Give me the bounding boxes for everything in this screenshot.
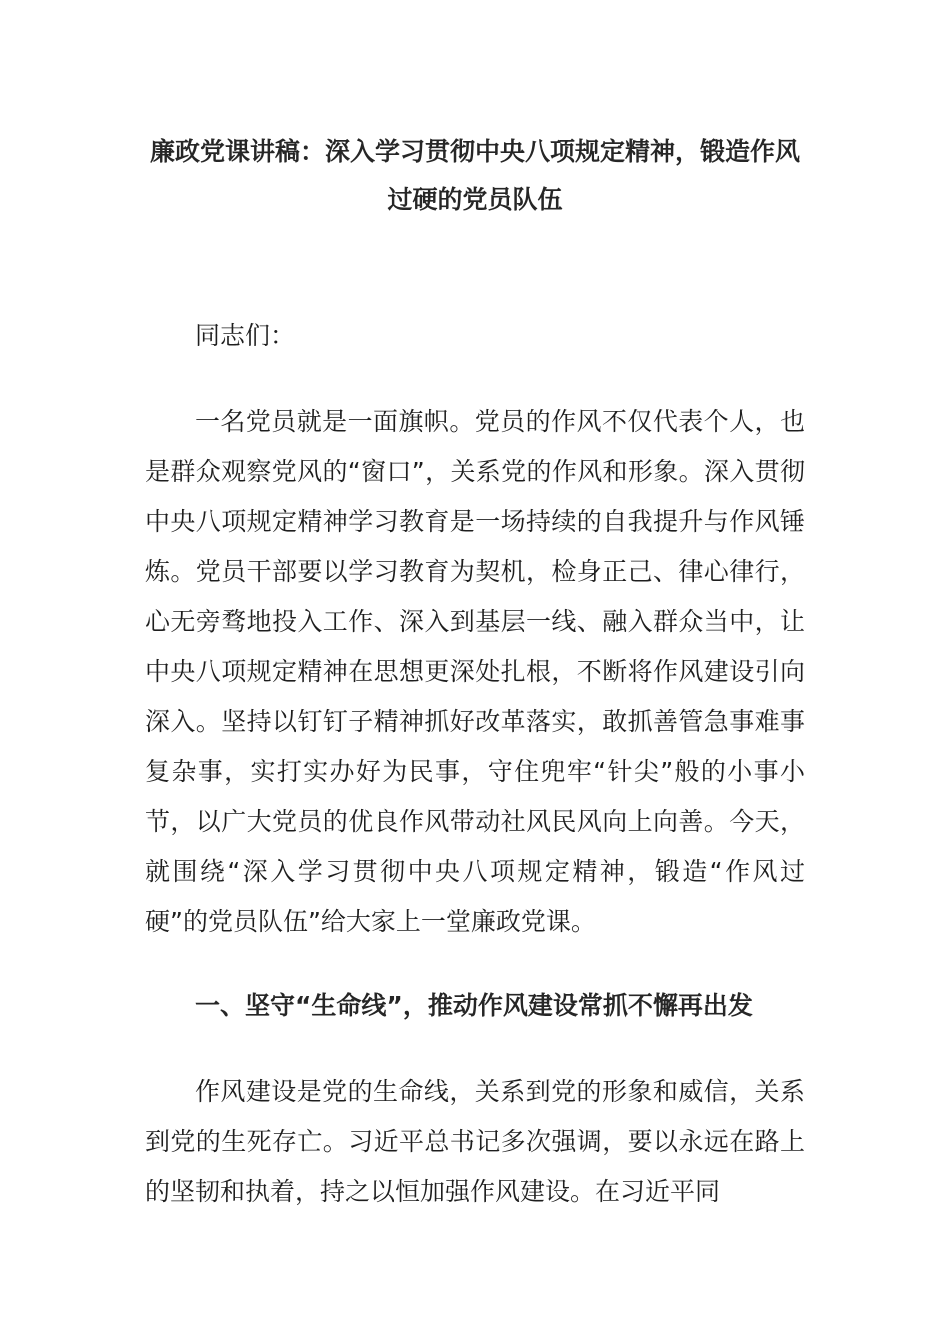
section-heading: 一、坚守“生命线”，推动作风建设常抓不懈再出发 [195,991,753,1020]
document-title: 廉政党课讲稿：深入学习贯彻中央八项规定精神，锻造作风过硬的党员队伍 [149,137,800,214]
intro-paragraph: 一名党员就是一面旗帜。党员的作风不仅代表个人，也是群众观察党风的“窗口”，关系党的作风和形象。深入贯彻中央八项规定精神学习教育是一场持续的自我提升与作风锤炼。党员干部要以学习教育为契机，检身正己、律心律行，心无旁骛地投入工作、深入到基层一线、融入群众当中，让中央八项规定精神在思想更深处扎根，不断将作风建设引向深入。坚持以钉钉子精神抓好改革落实，敢抓善管急事难事复杂事，实打实办好为民事，守住兜牢“针尖”般的小事小节，以广大党员的优良作风带动社风民风向上向善。今天，就围绕“深入学习贯彻中央八项规定精神，锻造“作风过硬”的党员队伍”给大家上一堂廉政党课。 [145,407,805,936]
greeting-line: 同志们： [195,321,296,350]
section-paragraph: 作风建设是党的生命线，关系到党的形象和威信，关系到党的生死存亡。习近平总书记多次强调，要以永远在路上的坚韧和执着，持之以恒加强作风建设。在习近平同 [145,1077,805,1206]
